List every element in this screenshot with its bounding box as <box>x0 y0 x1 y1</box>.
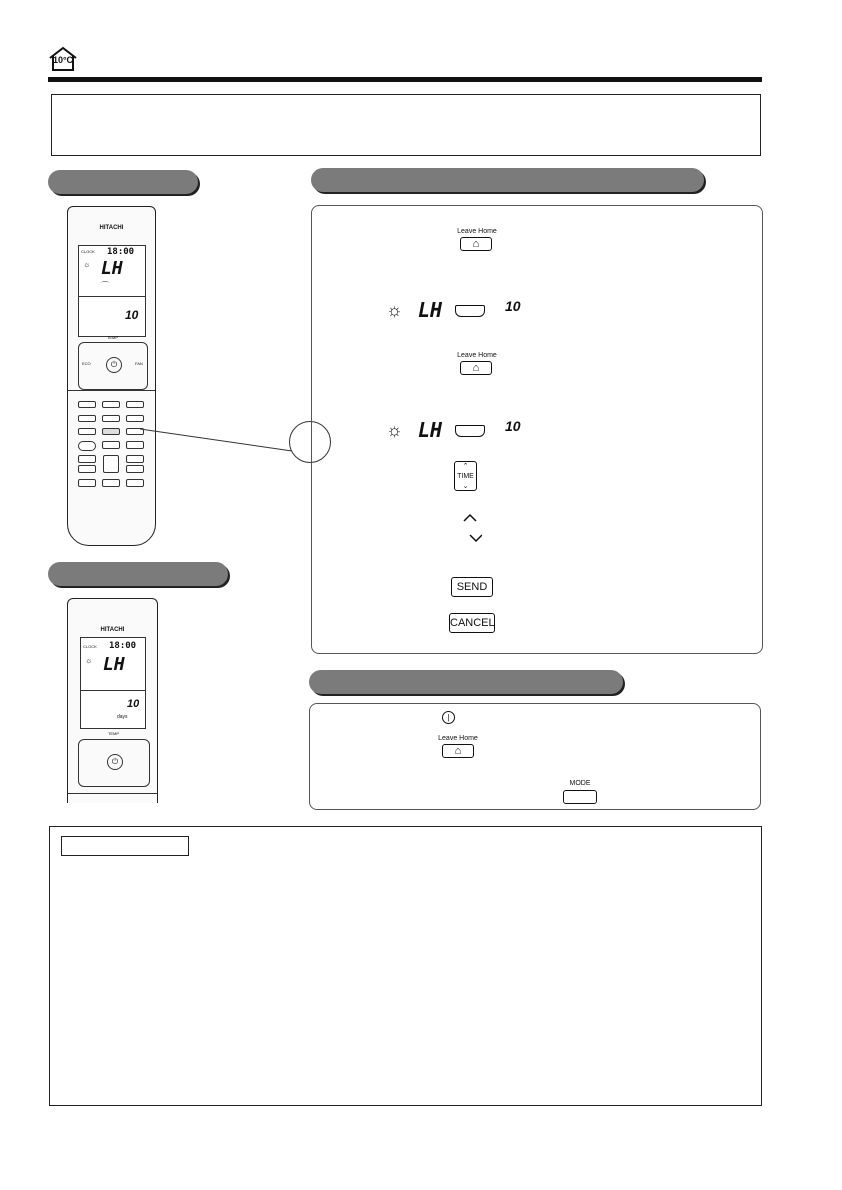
section-pill-cancel <box>309 670 623 694</box>
remote2-divider <box>68 793 158 794</box>
lcd-divider <box>79 296 145 297</box>
lcd2-fan-icon <box>455 425 485 437</box>
lcd1-fan-icon <box>455 305 485 317</box>
remote2-lcd <box>80 637 146 729</box>
remote-button-grid <box>76 395 148 495</box>
remote2-clock-label: CLOCK <box>83 644 97 649</box>
note-box <box>49 826 762 1106</box>
remote2-clock-time: 18:00 <box>109 641 137 651</box>
remote2-dpad[interactable] <box>78 739 150 787</box>
remote-clock-label: CLOCK <box>81 249 95 254</box>
note-tag <box>61 836 189 856</box>
lcd1-mode-text: LH <box>418 298 443 322</box>
up-down-chevron-icon <box>462 513 482 545</box>
procedure-box <box>311 205 763 654</box>
cancel-leave-home-label: Leave Home <box>438 735 478 742</box>
house-icon-label: 10°C <box>52 55 74 65</box>
time-key <box>454 461 477 491</box>
time-up-chevron-icon: ⌃ <box>462 463 469 470</box>
step1-leave-home-key: ⌂ <box>460 237 492 251</box>
sun-icon-2: ☼ <box>85 656 93 665</box>
intro-box <box>51 94 761 156</box>
time-stepper[interactable] <box>103 455 119 473</box>
remote-brand: HITACHI <box>99 225 124 231</box>
remote-temp-value: 10 <box>125 308 139 322</box>
remote-fan-label: FAN <box>135 361 143 366</box>
remote2-days-label: days <box>117 714 128 720</box>
clean-button[interactable] <box>102 415 120 422</box>
remote-control-partial <box>67 598 158 803</box>
power-button-icon: | <box>442 711 455 724</box>
mode-key-label: MODE <box>569 780 591 787</box>
clean2-button[interactable] <box>78 428 96 435</box>
step1-leave-home-label: Leave Home <box>457 228 497 235</box>
leave-home-house-icon <box>48 46 78 72</box>
time-key-label: TIME <box>457 473 474 480</box>
schedule-button[interactable] <box>78 479 96 487</box>
remote-control-full <box>67 206 156 546</box>
power-icon-2[interactable]: ⏻ <box>107 754 123 770</box>
cancel-box <box>309 703 761 810</box>
mode-button[interactable] <box>102 401 120 408</box>
remote-eco-label: ECO <box>82 361 91 366</box>
remote2-temp-value: 10 <box>127 698 140 710</box>
mon-sun-button[interactable] <box>102 441 120 449</box>
step2-leave-home-key: ⌂ <box>460 361 492 375</box>
remote-mode-text: LH <box>101 258 123 279</box>
silent-button[interactable] <box>126 401 144 408</box>
on-button[interactable] <box>78 465 96 473</box>
power-icon[interactable]: ⏻ <box>106 357 122 373</box>
section-pill-remote-display-2 <box>48 562 228 586</box>
time-down-chevron-icon: ⌄ <box>462 483 469 490</box>
cancel-leave-home-key: ⌂ <box>442 744 474 758</box>
remote-lcd <box>78 245 146 337</box>
section-pill-remote-display <box>48 170 198 194</box>
lcd2-temp: 10 <box>505 418 521 434</box>
off-button[interactable] <box>78 455 96 463</box>
fan-level-icon: ⌒ <box>101 281 109 290</box>
lcd2-mode-text: LH <box>418 418 443 442</box>
lcd2-divider <box>81 690 145 691</box>
section-pill-procedure <box>311 168 704 192</box>
leave-home-button[interactable] <box>102 428 120 435</box>
send-key: SEND <box>451 577 493 597</box>
remote2-mode-text: LH <box>103 654 125 675</box>
remote-divider <box>68 390 156 391</box>
send-button[interactable] <box>126 479 144 487</box>
header-rule <box>48 77 762 82</box>
remote-dpad[interactable] <box>78 342 148 390</box>
step2-leave-home-label: Leave Home <box>457 352 497 359</box>
lcd1-sun-icon: ☼ <box>386 300 403 320</box>
info-button[interactable] <box>78 415 96 422</box>
timer-button[interactable] <box>78 441 96 451</box>
lcd2-sun-icon: ☼ <box>386 420 403 440</box>
cancel-key: CANCEL <box>449 613 495 633</box>
remote2-brand: HITACHI <box>100 627 125 633</box>
sun-icon: ☼ <box>83 260 91 269</box>
powerful-button[interactable] <box>78 401 96 408</box>
remote-temp-label: TEMP <box>106 335 119 340</box>
remote2-temp-label: TEMP <box>107 731 120 736</box>
cancel-button[interactable] <box>102 479 120 487</box>
lcd1-temp: 10 <box>505 298 521 314</box>
mode-key <box>563 790 597 804</box>
remote-clock-time: 18:00 <box>107 247 135 257</box>
